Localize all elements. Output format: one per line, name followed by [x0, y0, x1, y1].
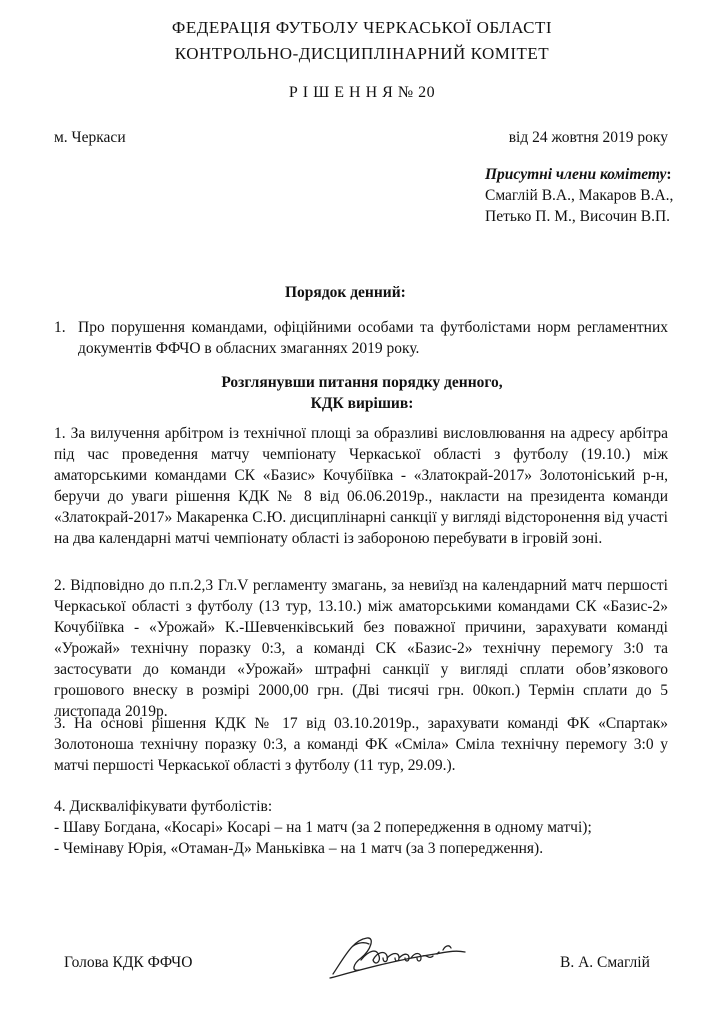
members-heading — [485, 164, 672, 185]
members-line-2: Петько П. М., Височин В.П. — [485, 208, 671, 225]
handwritten-signature — [325, 930, 475, 985]
place-label: м. Черкаси — [54, 129, 126, 146]
decision-paragraph-3: 3. На основі рішення КДК № 17 від 03.10.2019р., зарахувати команді ФК «Спартак» Золотоноша технічну поразку 0:3, а команді ФК «Сміла» Сміла технічну перемогу 3:0 у матчі першості Черкаської області з футболу (11 тур, 29.09.). — [54, 715, 668, 774]
agenda-item-number: 1. — [54, 319, 66, 336]
resolution-intro-line-2: КДК вирішив: — [310, 395, 414, 412]
federation-title: ФЕДЕРАЦІЯ ФУТБОЛУ ЧЕРКАСЬКОЇ ОБЛАСТІ — [171, 18, 553, 37]
signatory-position: Голова КДК ФФЧО — [64, 954, 193, 971]
agenda-title: Порядок денний: — [285, 284, 406, 301]
agenda-item-text: Про порушення командами, офіційними особами та футболістами норм регламентних документів ФФЧО в обласних змаганнях 2019 року. — [78, 319, 668, 357]
signatory-name: В. А. Смаглій — [560, 954, 650, 971]
disqualification-item: - Шаву Богдана, «Косарі» Косарі – на 1 матч (за 2 попередження в одному матчі); — [54, 819, 592, 836]
committee-title: КОНТРОЛЬНО-ДИСЦИПЛІНАРНИЙ КОМІТЕТ — [174, 44, 550, 63]
decision-paragraph-2: 2. Відповідно до п.п.2,3 Гл.V регламенту змагань, за невиїзд на календарний матч першості Черкаської області з футболу (13 тур, 13.10.) між аматорськими командами СК «Базис-2» Кочубіївка - «Урожай» К.-Шевченківський без поважної причини, зарахувати команді «Урожай» технічну поразку 0:3, а команді СК «Базис-2» технічну перемогу 3:0 та застосувати до команди «Урожай» штрафні санкції у вигляді сплати обов’язкового грошового внеску в розмірі 2000,00 грн. (Дві тисячі грн. 00коп.) Термін сплати до 5 листопада 2019р. — [54, 577, 668, 720]
members-line-1: Смаглій В.А., Макаров В.А., — [485, 187, 674, 204]
document-date: від 24 жовтня 2019 року — [508, 129, 668, 146]
decision-paragraph-4-title: 4. Дискваліфікувати футболістів: — [54, 798, 273, 815]
resolution-intro-line-1: Розглянувши питання порядку денного, — [221, 374, 503, 391]
decision-paragraph-1: 1. За вилучення арбітром із технічної площі за образливі висловлювання на адресу арбітра під час проведення матчу чемпіонату Черкаської області з футболу (19.10.) між аматорськими командами СК «Базис» Кочубіївка - «Златокрай-2017» Золотоніський р-н, беручи до уваги рішення КДК № 8 від 06.06.2019р., накласти на президента команди «Златокрай-2017» Макаренка С.Ю. дисциплінарні санкції у вигляді відсторонення від участі на два календарні матчі чемпіонату області із забороною перебувати в ігровій зоні. — [54, 425, 668, 547]
disqualification-item: - Чемінаву Юрія, «Отаман-Д» Маньківка – на 1 матч (за 3 попередження). — [54, 840, 544, 857]
members-colon: : — [666, 166, 672, 183]
decision-title: Р І Ш Е Н Н Я № 20 — [288, 84, 436, 101]
members-label: Присутні члени комітету — [485, 166, 667, 183]
